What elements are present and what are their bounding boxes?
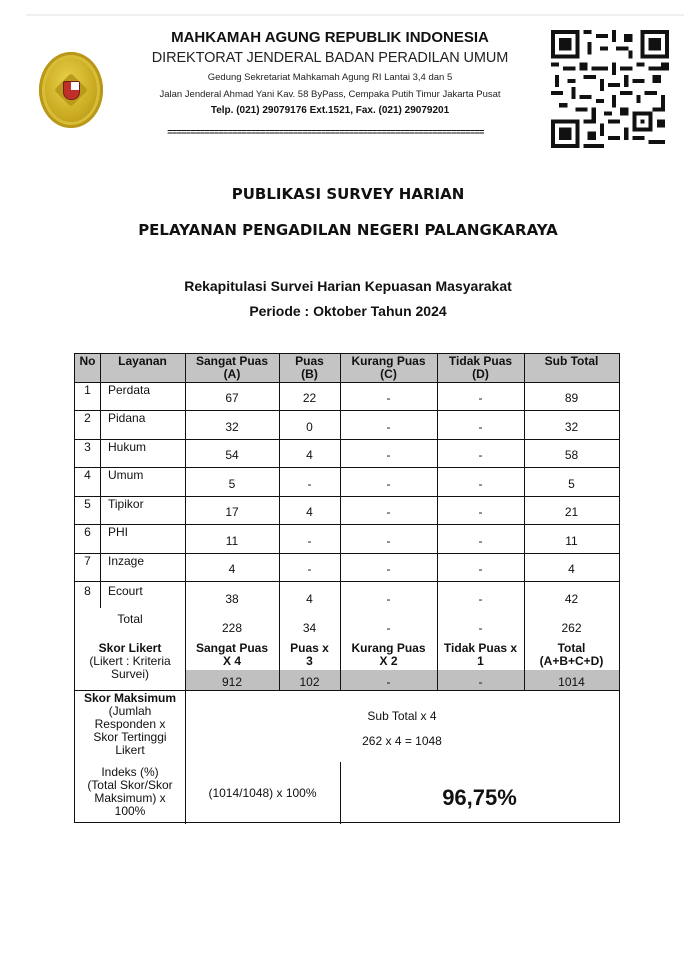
row-no: 2 [84, 411, 91, 425]
likert-value-total: 1014 [558, 675, 585, 689]
row-sub-total: 42 [564, 592, 579, 606]
total-sangat-puas: 228 [221, 621, 243, 635]
row-no: 7 [84, 554, 91, 568]
row-kurang-puas: - [386, 391, 391, 405]
index-result: 96,75% [442, 785, 517, 810]
row-layanan: Inzage [108, 554, 145, 568]
likert-note-line-2: Survei) [110, 667, 149, 681]
row-no: 5 [84, 497, 91, 511]
likert-header-kurang-puas-line1: Kurang Puas [351, 641, 426, 655]
row-sangat-puas: 54 [225, 448, 239, 462]
row-kurang-puas: - [386, 505, 391, 519]
index-formula: (1014/1048) x 100% [208, 786, 317, 800]
index-label-line: (Total Skor/Skor [87, 778, 173, 792]
row-puas: 4 [306, 592, 313, 606]
row-tidak-puas: - [478, 562, 483, 576]
row-no: 1 [84, 383, 91, 397]
directorate-name: DIREKTORAT JENDERAL BADAN PERADILAN UMUM [151, 50, 509, 66]
row-sub-total: 32 [564, 420, 579, 434]
row-kurang-puas: - [386, 448, 391, 462]
row-layanan: Hukum [108, 440, 147, 454]
table-row [75, 467, 619, 496]
col-header-sangat-puas-label: Sangat Puas [195, 354, 269, 368]
table-row [75, 496, 619, 524]
col-header-tidak-puas-label: Tidak Puas [448, 354, 513, 368]
row-tidak-puas: - [478, 477, 483, 491]
survey-recap-table [74, 353, 620, 823]
document-court-name: PELAYANAN PENGADILAN NEGERI PALANGKARAYA [138, 221, 558, 239]
row-kurang-puas: - [386, 477, 391, 491]
row-layanan: Ecourt [108, 584, 143, 598]
row-sangat-puas: 5 [228, 477, 236, 491]
row-sangat-puas: 38 [225, 592, 239, 606]
likert-note-line-1: (Likert : Kriteria [89, 654, 171, 668]
likert-header-tidak-puas [437, 642, 524, 668]
likert-header-puas-line1: Puas x [290, 641, 329, 655]
col-header-layanan: Layanan [118, 354, 167, 368]
col-header-sub-total: Sub Total [544, 354, 599, 368]
likert-header-sangat-puas [185, 642, 279, 668]
row-tidak-puas: - [478, 448, 483, 462]
row-puas: 4 [306, 505, 313, 519]
address-line-1: Gedung Sekretariat Mahkamah Agung RI Lantai 3,4 dan 5 [207, 72, 453, 83]
likert-header-puas-line2: 3 [306, 654, 313, 668]
emblem-shield-icon [63, 81, 80, 100]
row-puas: - [307, 477, 312, 491]
table-total-row [75, 610, 619, 640]
max-score-note-line: (Jumlah [108, 704, 152, 718]
table-row [75, 553, 619, 581]
index-label-cell [75, 766, 185, 818]
col-header-no: No [79, 354, 96, 368]
row-sub-total: 89 [564, 391, 579, 405]
likert-header-total-line1: Total [557, 641, 586, 655]
row-sangat-puas: 11 [225, 534, 239, 548]
document-subtitle: Rekapitulasi Survei Harian Kepuasan Masyarakat [184, 278, 512, 294]
table-row [75, 581, 619, 610]
col-header-kurang-puas-code: (C) [380, 367, 397, 381]
row-puas: 22 [302, 391, 317, 405]
index-label-line: Indeks (%) [101, 765, 159, 779]
total-puas: 34 [302, 621, 317, 635]
index-label-line: Maksimum) x [94, 791, 166, 805]
row-no: 4 [84, 468, 91, 482]
col-header-kurang-puas [340, 355, 437, 381]
col-header-tidak-puas-code: (D) [472, 367, 489, 381]
max-score-note-line: Skor Tertinggi [93, 730, 167, 744]
max-score-note-line: Likert [115, 743, 145, 757]
likert-header-kurang-puas-line2: X 2 [379, 654, 398, 668]
row-no: 8 [84, 584, 91, 598]
likert-values-row [75, 674, 619, 690]
likert-header-total-line2: (A+B+C+D) [539, 654, 604, 668]
likert-header-kurang-puas [340, 642, 437, 668]
row-puas: 4 [306, 448, 313, 462]
table-row [75, 382, 619, 410]
row-sub-total: 11 [565, 534, 578, 548]
row-kurang-puas: - [386, 420, 391, 434]
row-puas: - [307, 562, 312, 576]
max-score-calculation: 262 x 4 = 1048 [362, 734, 442, 748]
qr-code-icon [551, 30, 669, 148]
row-sangat-puas: 17 [225, 505, 239, 519]
table-row [75, 524, 619, 553]
document-period: Periode : Oktober Tahun 2024 [249, 303, 447, 319]
row-kurang-puas: - [386, 534, 391, 548]
row-layanan: PHI [108, 525, 129, 539]
max-score-formula: Sub Total x 4 [367, 709, 437, 723]
mahkamah-agung-emblem-icon [39, 52, 103, 128]
total-sub-total: 262 [561, 621, 582, 635]
contact-info: Telp. (021) 29079176 Ext.1521, Fax. (021) 29079201 [210, 105, 450, 116]
likert-header-sangat-puas-line2: X 4 [222, 654, 241, 668]
row-sub-total: 5 [568, 477, 575, 491]
address-line-2: Jalan Jenderal Ahmad Yani Kav. 58 ByPass, Cempaka Putih Timur Jakarta Pusat [159, 89, 501, 100]
likert-value-sangat-puas: 912 [221, 675, 243, 689]
total-kurang-puas: - [386, 621, 391, 635]
row-layanan: Umum [108, 468, 144, 482]
page-top-divider [26, 14, 684, 16]
institution-name: MAHKAMAH AGUNG REPUBLIK INDONESIA [171, 29, 489, 46]
col-header-puas [279, 355, 340, 381]
max-score-label: Skor Maksimum [83, 691, 177, 705]
likert-header-total [524, 642, 619, 668]
col-header-sangat-puas [185, 355, 279, 381]
letterhead-separator: ==================================================================== [167, 127, 484, 137]
col-header-tidak-puas [437, 355, 524, 381]
max-score-note-line: Responden x [94, 717, 166, 731]
row-kurang-puas: - [386, 592, 391, 606]
row-tidak-puas: - [478, 534, 483, 548]
index-label-line: 100% [114, 804, 146, 818]
row-sub-total: 58 [564, 448, 579, 462]
row-sangat-puas: 4 [228, 562, 236, 576]
row-puas: 0 [306, 420, 313, 434]
row-no: 6 [84, 525, 91, 539]
likert-header-tidak-puas-line1: Tidak Puas x [443, 641, 518, 655]
row-tidak-puas: - [478, 592, 483, 606]
col-header-puas-code: (B) [301, 367, 318, 381]
col-header-sangat-puas-code: (A) [223, 367, 241, 381]
row-sangat-puas: 32 [225, 420, 239, 434]
row-tidak-puas: - [478, 505, 483, 519]
likert-value-puas: 102 [299, 675, 320, 689]
row-sub-total: 4 [568, 562, 575, 576]
likert-value-kurang-puas: - [386, 675, 391, 689]
table-row [75, 410, 619, 439]
likert-value-tidak-puas: - [478, 675, 483, 689]
col-header-puas-label: Puas [295, 354, 324, 368]
row-sub-total: 21 [564, 505, 579, 519]
document-title: PUBLIKASI SURVEY HARIAN [231, 185, 465, 203]
total-tidak-puas: - [478, 621, 483, 635]
likert-label: Skor Likert [98, 641, 162, 655]
likert-header-tidak-puas-line2: 1 [477, 654, 484, 668]
total-label: Total [117, 612, 143, 626]
row-tidak-puas: - [478, 391, 483, 405]
max-score-label-cell [75, 692, 185, 757]
row-layanan: Tipikor [108, 497, 144, 511]
likert-header-sangat-puas-line1: Sangat Puas [195, 641, 269, 655]
row-sangat-puas: 67 [225, 391, 239, 405]
row-no: 3 [84, 440, 91, 454]
row-kurang-puas: - [386, 562, 391, 576]
row-tidak-puas: - [478, 420, 483, 434]
row-layanan: Perdata [108, 383, 151, 397]
col-header-kurang-puas-label: Kurang Puas [351, 354, 426, 368]
likert-header-puas [279, 642, 340, 668]
table-row [75, 439, 619, 467]
row-layanan: Pidana [108, 411, 146, 425]
row-puas: - [307, 534, 312, 548]
